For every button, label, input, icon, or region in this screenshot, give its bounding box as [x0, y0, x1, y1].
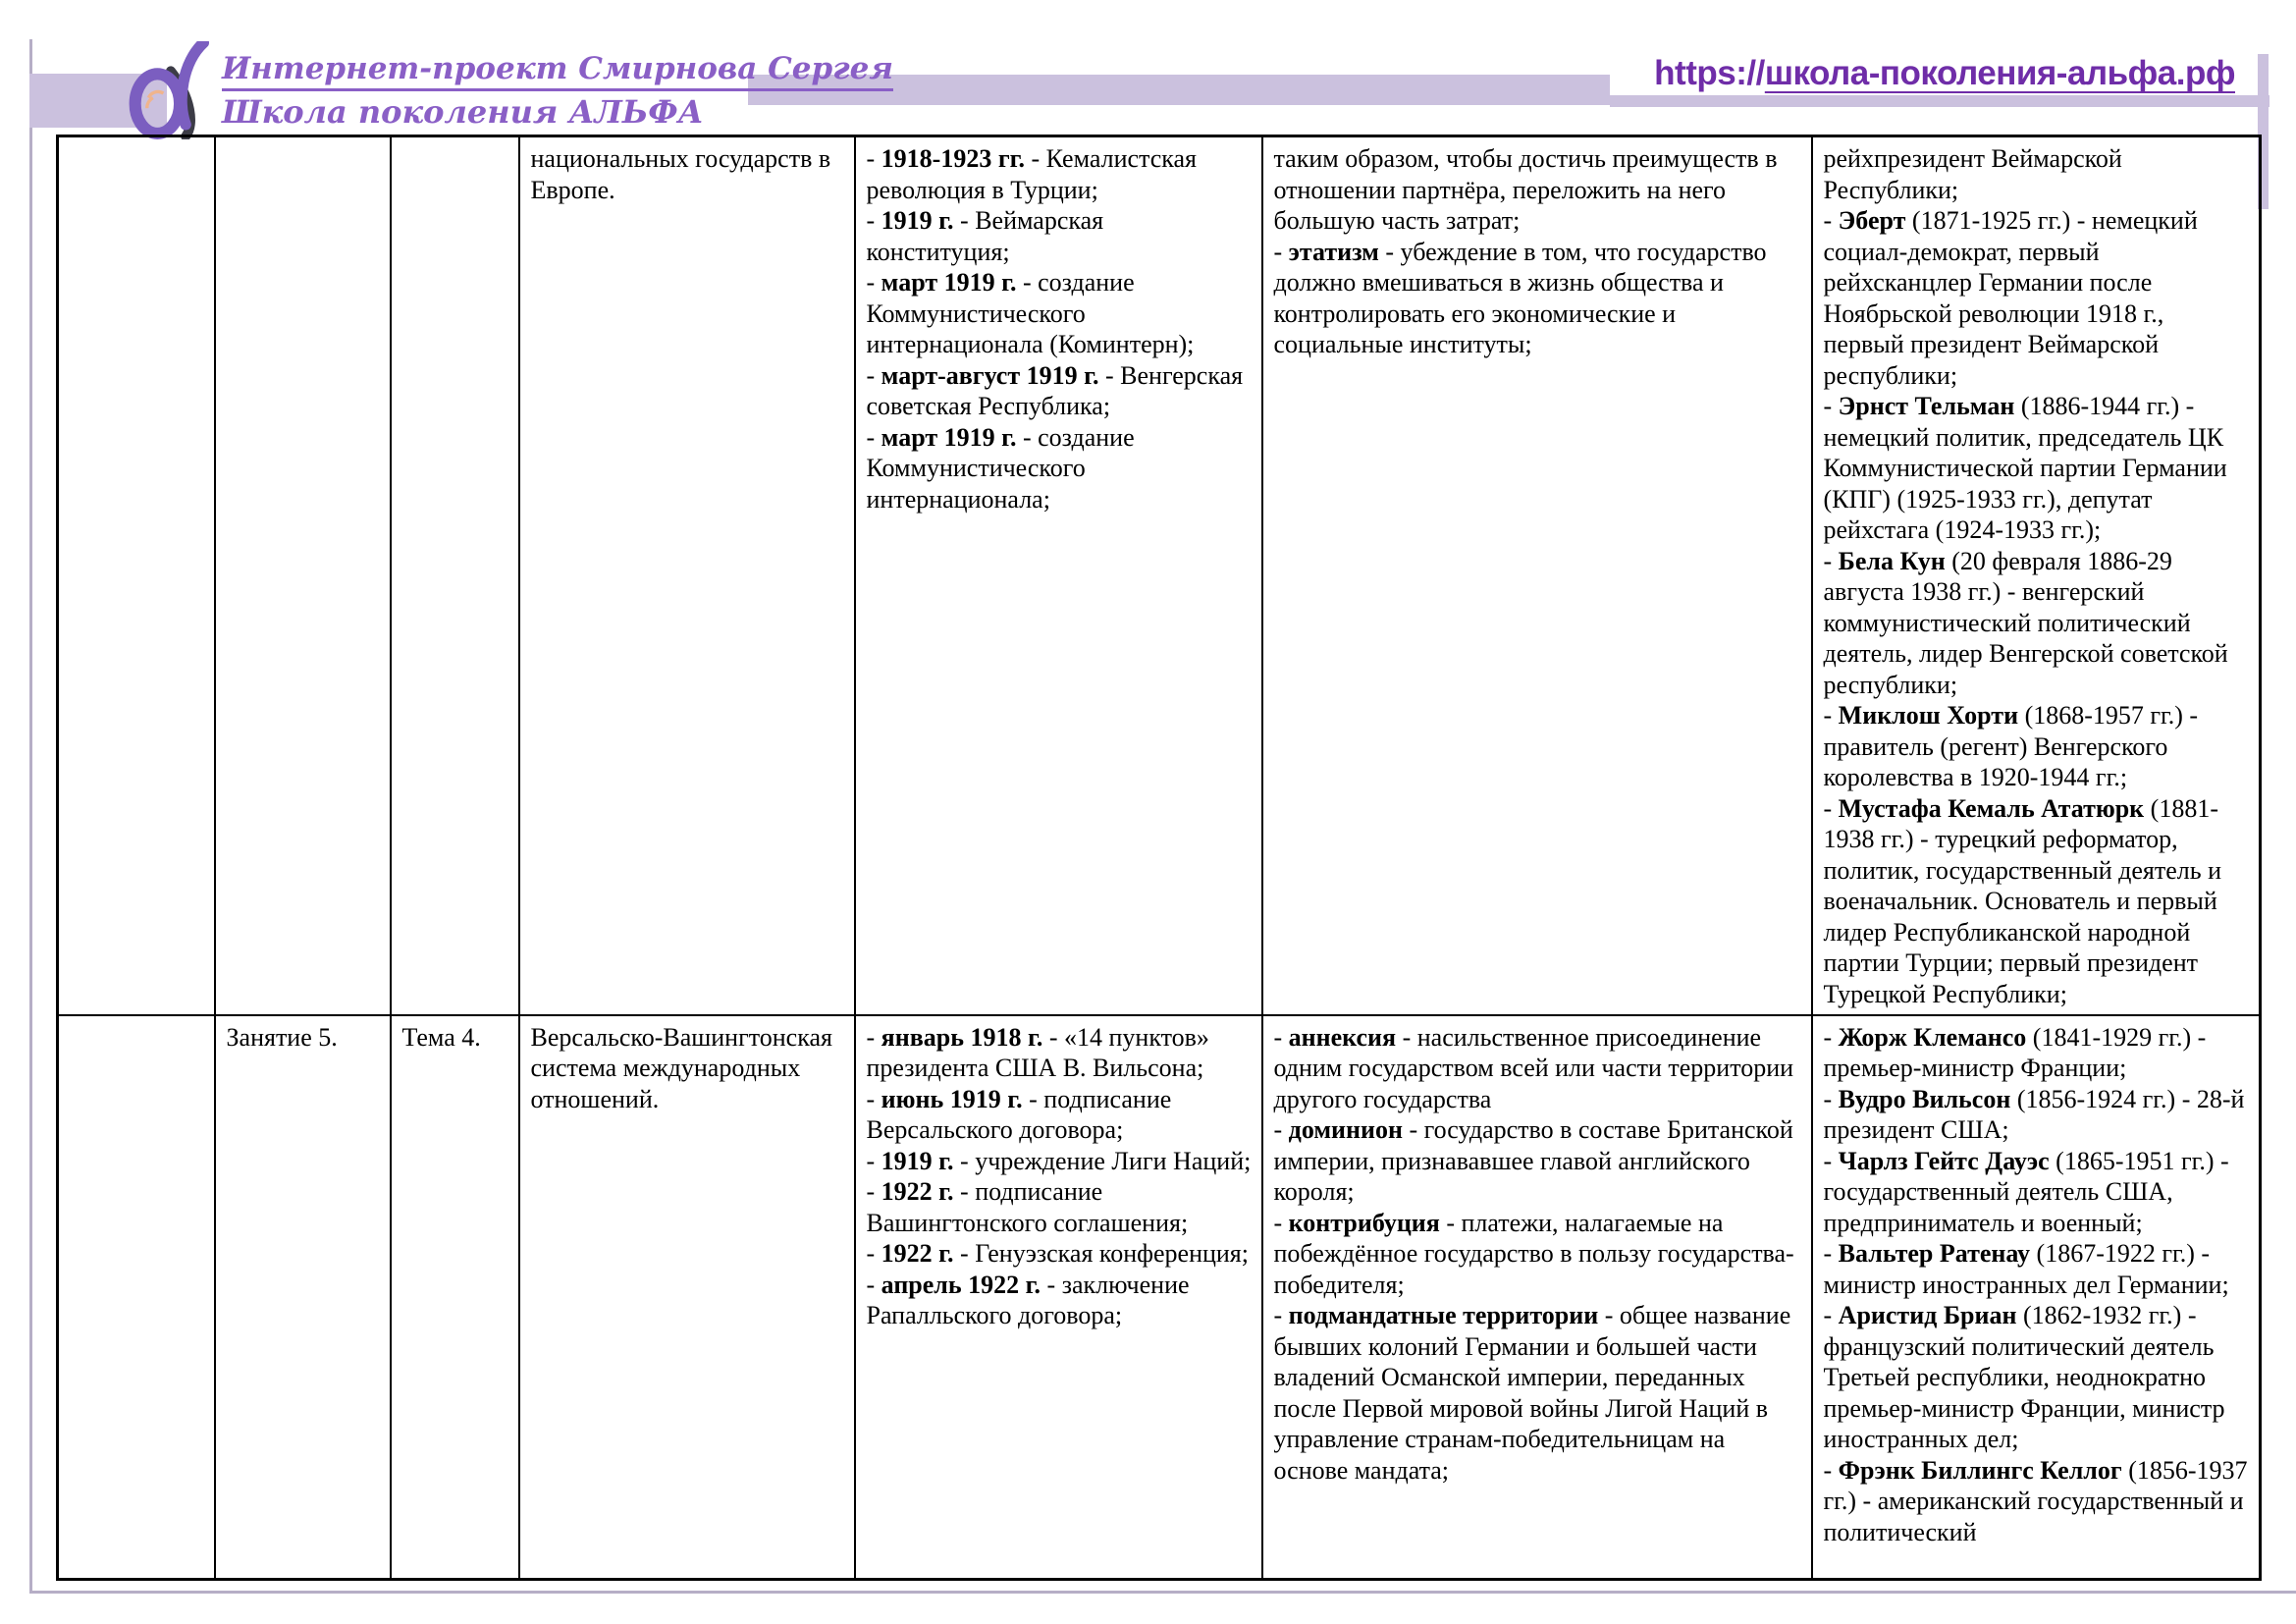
cell-r2-dates: [855, 1015, 1262, 1580]
cell-paragraph: таким образом, чтобы достичь преимуществ в отношении партнёра, переложить на него большую часть затрат;: [1273, 144, 1778, 235]
cell-paragraph: - январь 1918 г. - «14 пунктов» президента США В. Вильсона;: [866, 1022, 1209, 1082]
cell-paragraph: - аннексия - насильственное присоединение одним государством всей или части территории другого государства: [1273, 1022, 1794, 1113]
cell-r1-topic: национальных государств в Европе.: [519, 136, 855, 1015]
url-scheme: https://: [1654, 54, 1765, 92]
cell-r2-session: Занятие 5.: [215, 1015, 391, 1580]
cell-paragraph: - 1919 г. - Веймарская конституция;: [866, 206, 1104, 266]
cell-paragraph: - Фрэнк Биллингс Келлог (1856-1937 гг.) - американский государственный и политический: [1823, 1455, 2248, 1546]
cell-r1-theme: [391, 136, 519, 1015]
cell-paragraph: - апрель 1922 г. - заключение Рапалльского договора;: [866, 1270, 1190, 1329]
cell-paragraph: - Аристид Бриан (1862-1932 гг.) - французский политический деятель Третьей республики, неоднократно премьер-министр Франции, министр иностранных дел;: [1823, 1301, 2225, 1453]
page-frame-left: [29, 39, 32, 1593]
cell-paragraph: - этатизм - убеждение в том, что государство должно вмешиваться в жизнь общества и контролировать его экономические и социальные институты;: [1273, 237, 1767, 358]
table-row-2: [58, 1015, 2261, 1580]
cell-paragraph: - Бела Кун (20 февраля 1886-29 августа 1938 гг.) - венгерский коммунистический политический деятель, лидер Венгерской советской республики;: [1823, 546, 2228, 699]
cell-paragraph: - март 1919 г. - создание Коммунистического интернационала;: [866, 422, 1135, 514]
cell-r1-margin: [58, 136, 215, 1015]
cell-r2-topic: Версальско-Вашингтонская система международных отношений.: [519, 1015, 855, 1580]
url-domain: школа-поколения-альфа.рф: [1764, 54, 2235, 92]
cell-paragraph: - доминион - государство в составе Британской империи, признававшее главой английского короля;: [1273, 1115, 1793, 1206]
cell-paragraph: - март 1919 г. - создание Коммунистического интернационала (Коминтерн);: [866, 268, 1195, 358]
cell-paragraph: рейхпрезидент Веймарской Республики;: [1823, 144, 2122, 204]
cell-r2-people: [1812, 1015, 2261, 1580]
alpha-logo-icon: [126, 41, 216, 139]
cell-r1-session: [215, 136, 391, 1015]
lesson-table: [56, 135, 2262, 1581]
logo-subtitle: Школа поколения АЛЬФА: [222, 92, 704, 131]
cell-paragraph: - контрибуция - платежи, налагаемые на побеждённое государство в пользу государства-победителя;: [1273, 1208, 1794, 1299]
site-url-link[interactable]: [1654, 54, 2235, 93]
logo-title: Интернет-проект Смирнова Сергея: [222, 53, 893, 91]
cell-paragraph: - Миклош Хорти (1868-1957 гг.) - правитель (регент) Венгерского королевства в 1920-1944 гг.;: [1823, 701, 2199, 791]
header-url-underbar: [1610, 95, 2269, 107]
table-row-1: [58, 136, 2261, 1015]
cell-paragraph: - 1922 г. - Генуэзская конференция;: [866, 1239, 1249, 1268]
cell-r1-dates: [855, 136, 1262, 1015]
cell-paragraph: - Жорж Клемансо (1841-1929 гг.) - премьер-министр Франции;: [1823, 1022, 2207, 1082]
cell-paragraph: - Чарлз Гейтс Дауэс (1865-1951 гг.) - государственный деятель США, предприниматель и военный;: [1823, 1146, 2229, 1237]
page-frame-bottom: [29, 1591, 2296, 1594]
cell-r1-people: [1812, 136, 2261, 1015]
cell-paragraph: - Эберт (1871-1925 гг.) - немецкий социал-демократ, первый рейхсканцлер Германии после Ноябрьской революции 1918 г., первый президент Веймарской республики;: [1823, 206, 2198, 390]
cell-paragraph: - Вудро Вильсон (1856-1924 гг.) - 28-й президент США;: [1823, 1084, 2245, 1144]
cell-paragraph: - Мустафа Кемаль Ататюрк (1881-1938 гг.) - турецкий реформатор, политик, государственный деятель и военачальник. Основатель и первый лидер Республиканской народной партии Турции; первый президент Турецкой Республики;: [1823, 793, 2222, 1008]
cell-paragraph: - 1918-1923 гг. - Кемалистская революция в Турции;: [866, 144, 1197, 204]
cell-r2-margin: [58, 1015, 215, 1580]
cell-paragraph: - подмандатные территории - общее название бывших колоний Германии и большей части владений Османской империи, переданных после Первой мировой войны Лигой Наций в управление странам-победительницам на основе мандата;: [1273, 1301, 1791, 1485]
cell-paragraph: - Эрнст Тельман (1886-1944 гг.) - немецкий политик, председатель ЦК Коммунистической партии Германии (КПГ) (1925-1933 гг.), депутат рейхстага (1924-1933 гг.);: [1823, 392, 2227, 544]
cell-paragraph: - 1922 г. - подписание Вашингтонского соглашения;: [866, 1177, 1189, 1237]
cell-paragraph: - июнь 1919 г. - подписание Версальского договора;: [866, 1084, 1172, 1144]
cell-r2-terms: [1262, 1015, 1812, 1580]
cell-r1-terms: [1262, 136, 1812, 1015]
cell-paragraph: - Вальтер Ратенау (1867-1922 гг.) - министр иностранных дел Германии;: [1823, 1239, 2229, 1299]
site-logo: [126, 41, 893, 139]
cell-r2-theme: Тема 4.: [391, 1015, 519, 1580]
cell-paragraph: - 1919 г. - учреждение Лиги Наций;: [866, 1146, 1252, 1175]
cell-paragraph: - март-август 1919 г. - Венгерская советская Республика;: [866, 360, 1244, 420]
